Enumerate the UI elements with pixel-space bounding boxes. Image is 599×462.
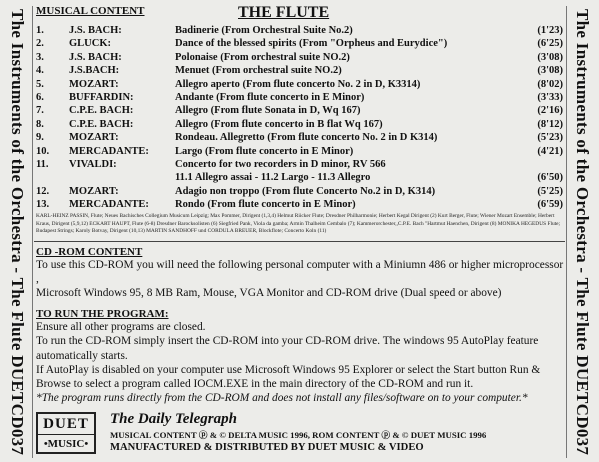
track-row [34,91,565,104]
track-row [34,37,565,50]
track-work: Andante (From flute concerto in E Minor) [175,91,365,103]
track-duration: (6'50) [537,172,563,184]
track-work: Badinerie (From Orchestral Suite No.2) [175,25,353,36]
spine-text: The Instruments of the Orchestra - The Flute DUETCD037 [573,8,592,456]
track-number: 7. [36,105,44,117]
track-work: Allegro (From flute Sonata in D, Wq 167) [175,105,361,117]
track-work: Menuet (From orchestral suite NO.2) [175,65,342,77]
track-work: 11.1 Allegro assai - 11.2 Largo - 11.3 Allegro [175,172,371,184]
track-duration: (2'16) [537,105,563,117]
track-row [34,104,565,117]
track-duration: (5'25) [537,185,563,197]
page-title: THE FLUTE [238,4,330,21]
telegraph-logo: The Daily Telegraph [110,411,237,427]
track-composer: J.S.BACH: [69,65,120,77]
track-composer: C.P.E. BACH: [69,118,134,130]
track-number: 2. [36,38,44,50]
track-composer: J.S. BACH: [69,25,122,36]
run-line: If AutoPlay is disabled on your computer use Microsoft Windows 95 Explorer or select the Start button Run & [36,363,541,376]
track-composer: VIVALDI: [69,158,117,170]
run-line: Ensure all other programs are closed. [36,321,206,334]
track-duration: (8'02) [537,78,563,90]
track-composer [69,171,175,184]
run-line: automatically starts. [36,349,128,362]
copyright-line: MUSICAL CONTENT ⓟ & © DELTA MUSIC 1996, ROM CONTENT ⓟ & © DUET MUSIC 1996 [110,430,487,440]
track-composer: MOZART: [69,132,119,144]
cdrom-content-heading: CD -ROM CONTENT [36,246,143,259]
track-duration: (4'21) [537,145,563,157]
manufactured-line: MANUFACTURED & DISTRIBUTED BY DUET MUSIC & VIDEO [110,442,424,453]
footer [36,410,565,458]
divider [34,241,565,242]
track-composer: C.P.E. BACH: [69,105,134,117]
track-number: 12. [36,185,50,197]
run-line: To run the CD-ROM simply insert the CD-ROM into your CD-ROM drive. The windows 95 AutoPlay feature [36,335,539,348]
track-duration: (3'33) [537,91,563,103]
track-duration: (3'08) [537,65,563,77]
right-spine [566,6,597,458]
track-duration: (1'23) [537,25,563,36]
spine-text: The Instruments of the Orchestra - The Flute DUETCD037 [8,8,27,456]
run-program-heading: TO RUN THE PROGRAM: [36,308,169,321]
run-line: Browse to select a program called IOCM.EXE in the main directory of the CD-ROM and run it. [36,377,474,390]
track-number: 5. [36,78,44,90]
track-row [34,118,565,131]
track-row [34,171,565,184]
left-spine [2,6,33,458]
musical-content-label: MUSICAL CONTENT [36,5,145,17]
track-duration: (8'12) [537,118,563,130]
track-work: Dance of the blessed spirits (From "Orpheus and Eurydice") [175,38,448,50]
track-number: 6. [36,91,44,103]
track-row [34,64,565,77]
header [34,2,565,24]
logo-line-2: •MUSIC• [43,438,89,450]
track-row [34,158,565,171]
track-composer: MOZART: [69,185,119,197]
track-duration [519,158,565,171]
performer-credits: KARL-HEINZ PASSIN, Flute; Neues Bachisches Collegium Musicum Leipzig; Max Pommer, Dirigent (1,3,4) Helmut Riicker Flute; Dresdner Philharmonie; Herbert Kegal Dirigent (2) Kurt Berger, Flute; Wiener Mozart Ensemble; Herbert Kraus, Dirigent (5,9,12) ECKART HAUPT, Flute (6-8) Dresdner Barocksolisten (6) Siegfried Pank, Viola da gamba; Armin Thalheim Cembalo (7); Kammerorchester,,C.P.E. Bach "Hartmut Haenchen, Dirigent (8) MONIKA HEGEDUS Flute; Budapest Strings; Karoly Botvay, Dirigent (10,13) MARTIN SANDHOFF und CORDULA BREUER, Blockflote; Concerto Koln (11) [36,213,561,234]
track-duration: (3'08) [537,51,563,63]
track-number: 1. [36,25,44,36]
track-work: Concerto for two recorders in D minor, RV 566 [175,158,386,170]
track-work: Allegro aperto (From flute concerto No. 2 in D, K3314) [175,78,421,90]
track-work: Rondeau. Allegretto (From flute concerto No. 2 in D K314) [175,132,438,144]
track-number: 9. [36,132,44,144]
track-composer: MOZART: [69,78,119,90]
track-row [34,145,565,158]
track-composer: MERCADANTE: [69,145,149,157]
install-note: *The program runs directly from the CD-ROM and does not install any files/software on to your computer.* [36,391,528,404]
track-number [34,171,69,184]
track-work: Largo (From flute concerto in E Minor) [175,145,354,157]
cdrom-line: To use this CD-ROM you will need the following personal computer with a Miniumn 486 or higher microprocessor , [36,259,564,286]
track-row [34,24,565,37]
track-composer: J.S. BACH: [69,51,122,63]
track-number: 3. [36,51,44,63]
duet-music-logo [36,412,96,454]
logo-line-1: DUET [38,414,94,435]
track-number: 4. [36,65,44,77]
track-composer: GLUCK: [69,38,111,50]
track-work: Allegro (From flute concerto in B flat Wq 167) [175,118,383,130]
track-duration: (6'59) [537,199,563,211]
cdrom-line: Microsoft Windows 95, 8 MB Ram, Mouse, VGA Monitor and CD-ROM drive (Dual speed or above) [36,287,502,300]
track-row [34,51,565,64]
main-panel [34,2,565,460]
track-list [34,24,565,211]
track-number: 10. [36,145,50,157]
track-duration: (6'25) [537,38,563,50]
track-work: Rondo (From flute concerto in E Minor) [175,199,356,211]
track-duration: (5'23) [537,132,563,144]
track-work: Adagio non troppo (From flute Concerto No.2 in D, K314) [175,185,436,197]
track-composer: BUFFARDIN: [69,91,134,103]
track-row [34,198,565,211]
track-row [34,131,565,144]
track-number: 13. [36,199,50,211]
track-number: 8. [36,118,44,130]
track-composer: MERCADANTE: [69,199,149,211]
track-number: 11. [36,158,49,170]
footer-text [110,410,565,454]
track-work: Polonaise (From orchestral suite NO.2) [175,51,350,63]
track-row [34,78,565,91]
track-row [34,185,565,198]
